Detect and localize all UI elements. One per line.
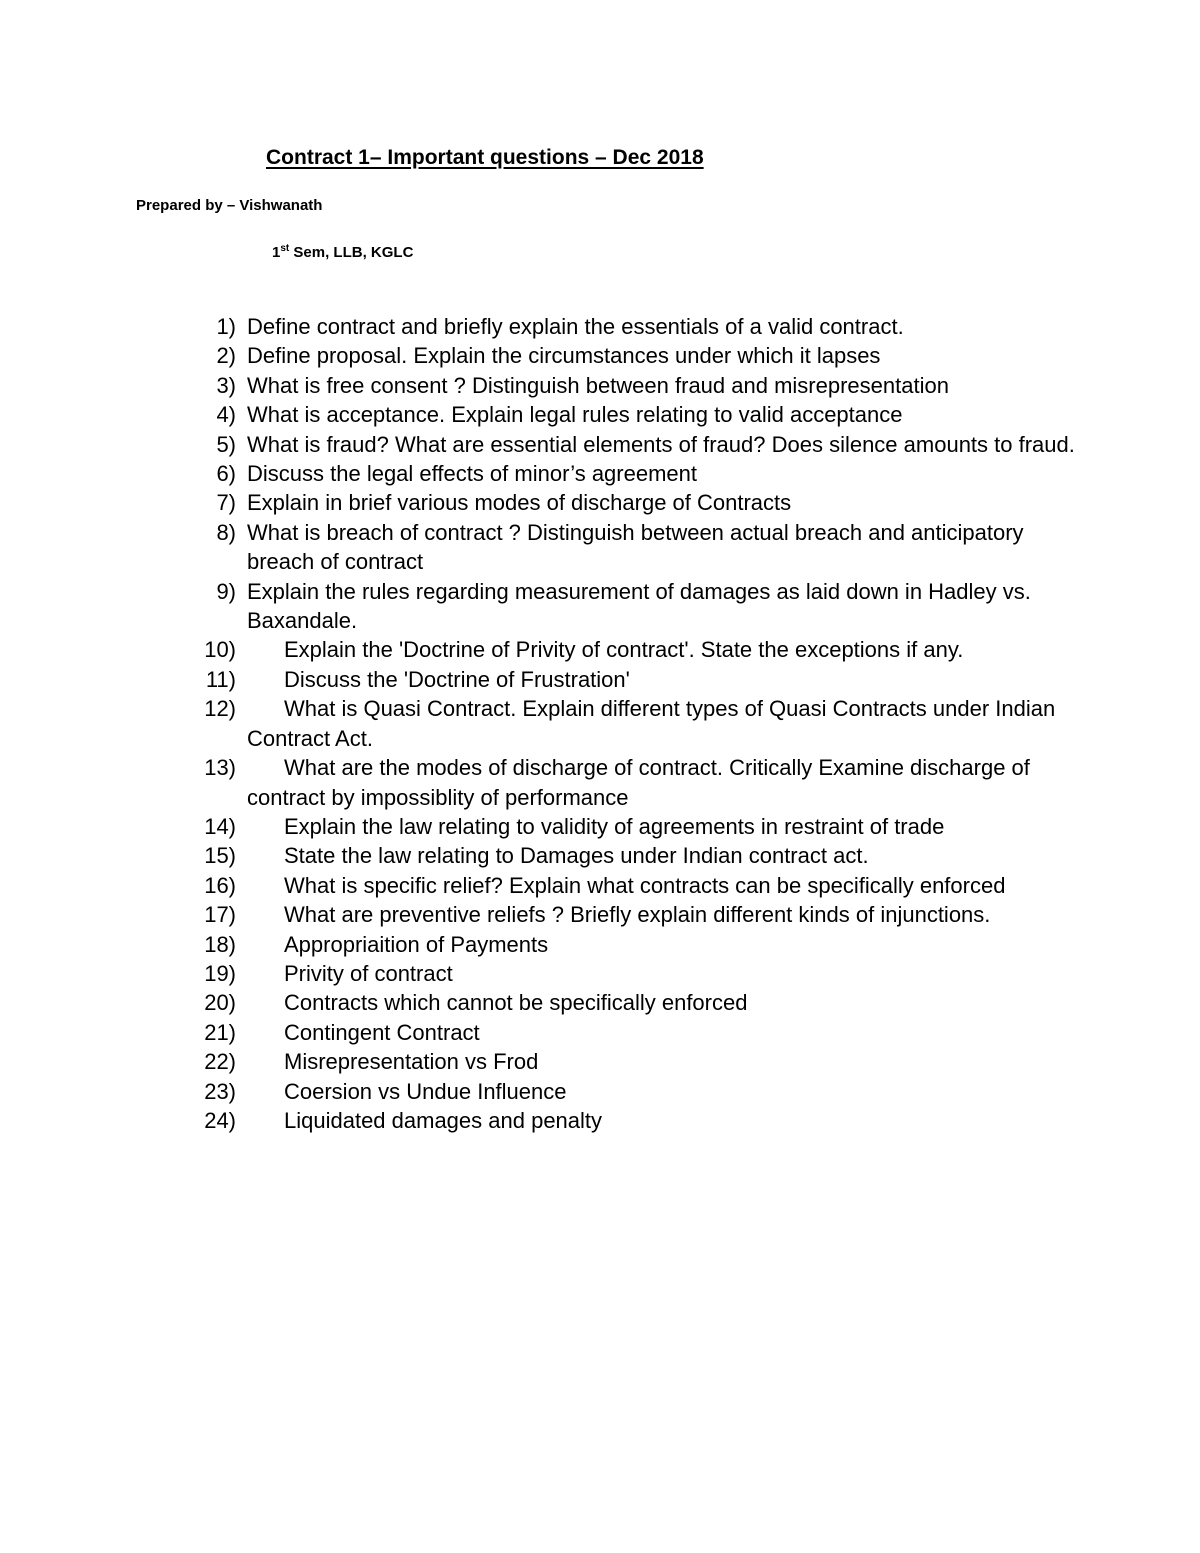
question-text: Coersion vs Undue Influence	[284, 1078, 567, 1104]
question-text: What is free consent ? Distinguish between fraud and misrepresentation	[247, 372, 949, 398]
question-number: 20)	[204, 990, 236, 1016]
question-number: 4)	[216, 402, 236, 428]
question-text: Explain the 'Doctrine of Privity of contract'. State the exceptions if any.	[284, 637, 964, 663]
question-item	[0, 341, 1077, 370]
question-number: 12)	[204, 696, 236, 722]
question-item	[0, 988, 1077, 1017]
question-item	[0, 371, 1077, 400]
question-text: Explain the rules regarding measurement of damages as laid down in Hadley vs. Baxandale.	[247, 578, 1031, 634]
question-text: What is specific relief? Explain what contracts can be specifically enforced	[284, 872, 1006, 898]
semester-details: Sem, LLB, KGLC	[289, 244, 414, 261]
question-text: Contingent Contract	[284, 1019, 480, 1045]
question-text: Liquidated damages and penalty	[284, 1107, 603, 1133]
question-text: Privity of contract	[284, 960, 453, 986]
question-number: 6)	[216, 461, 236, 487]
question-text: Define proposal. Explain the circumstances under which it lapses	[247, 343, 881, 369]
question-item	[0, 665, 1077, 694]
question-item	[0, 871, 1077, 900]
semester-number: 1	[272, 244, 281, 261]
question-text: What is fraud? What are essential elements of fraud? Does silence amounts to fraud.	[247, 431, 1075, 457]
question-number: 23)	[204, 1078, 236, 1104]
question-text: Misrepresentation vs Frod	[284, 1049, 539, 1075]
question-text: Discuss the legal effects of minor’s agreement	[247, 461, 698, 487]
question-item	[0, 312, 1077, 341]
question-number: 14)	[204, 813, 236, 839]
question-number: 18)	[204, 931, 236, 957]
question-number: 10)	[204, 637, 236, 663]
question-number: 16)	[204, 872, 236, 898]
question-item	[0, 635, 1077, 664]
question-item	[0, 812, 1077, 841]
question-item	[0, 1018, 1077, 1047]
question-number: 7)	[216, 490, 236, 516]
question-number: 21)	[204, 1019, 236, 1045]
question-text: What is acceptance. Explain legal rules relating to valid acceptance	[247, 402, 903, 428]
question-text: What are the modes of discharge of contract. Critically Examine discharge of contract by impossiblity of performance	[247, 755, 1030, 810]
question-number: 24)	[204, 1107, 236, 1133]
question-text: Define contract and briefly explain the essentials of a valid contract.	[247, 314, 904, 339]
document-title: Contract 1– Important questions – Dec 2018	[266, 146, 704, 169]
question-number: 5)	[216, 431, 236, 457]
question-item	[0, 959, 1077, 988]
question-item	[0, 577, 1077, 636]
question-number: 17)	[204, 902, 236, 928]
question-number: 8)	[216, 519, 236, 545]
question-number: 19)	[204, 960, 236, 986]
question-item	[0, 694, 1077, 753]
question-list	[0, 312, 1200, 1135]
question-text: What are preventive reliefs ? Briefly explain different kinds of injunctions.	[284, 902, 991, 928]
question-item	[0, 459, 1077, 488]
question-number: 1)	[216, 314, 236, 339]
question-item	[0, 430, 1077, 459]
question-text: State the law relating to Damages under Indian contract act.	[284, 843, 869, 869]
semester-suffix: st	[280, 243, 290, 254]
question-item	[0, 1047, 1077, 1076]
question-text: Explain in brief various modes of discharge of Contracts	[247, 490, 792, 516]
question-text: Explain the law relating to validity of agreements in restraint of trade	[284, 813, 945, 839]
question-item	[0, 930, 1077, 959]
question-text: Contracts which cannot be specifically enforced	[284, 990, 748, 1016]
question-item	[0, 518, 1077, 577]
semester-info	[272, 243, 413, 261]
question-item	[0, 400, 1077, 429]
question-number: 15)	[204, 843, 236, 869]
question-item	[0, 1106, 1077, 1135]
question-number: 9)	[216, 578, 236, 604]
question-item	[0, 753, 1077, 812]
question-item	[0, 1077, 1077, 1106]
question-number: 11)	[205, 666, 236, 692]
question-item	[0, 488, 1077, 517]
question-number: 3)	[216, 372, 236, 398]
question-item	[0, 841, 1077, 870]
question-number: 22)	[204, 1049, 236, 1075]
question-number: 2)	[216, 343, 236, 369]
question-text: Discuss the 'Doctrine of Frustration'	[284, 666, 630, 692]
prepared-by: Prepared by – Vishwanath	[136, 197, 323, 214]
question-item	[0, 900, 1077, 929]
question-number: 13)	[204, 755, 236, 781]
question-text: Appropriaition of Payments	[284, 931, 549, 957]
question-text: What is breach of contract ? Distinguish between actual breach and anticipatory breach of contract	[247, 519, 1024, 575]
question-text: What is Quasi Contract. Explain different types of Quasi Contracts under Indian Contract Act.	[247, 696, 1056, 751]
